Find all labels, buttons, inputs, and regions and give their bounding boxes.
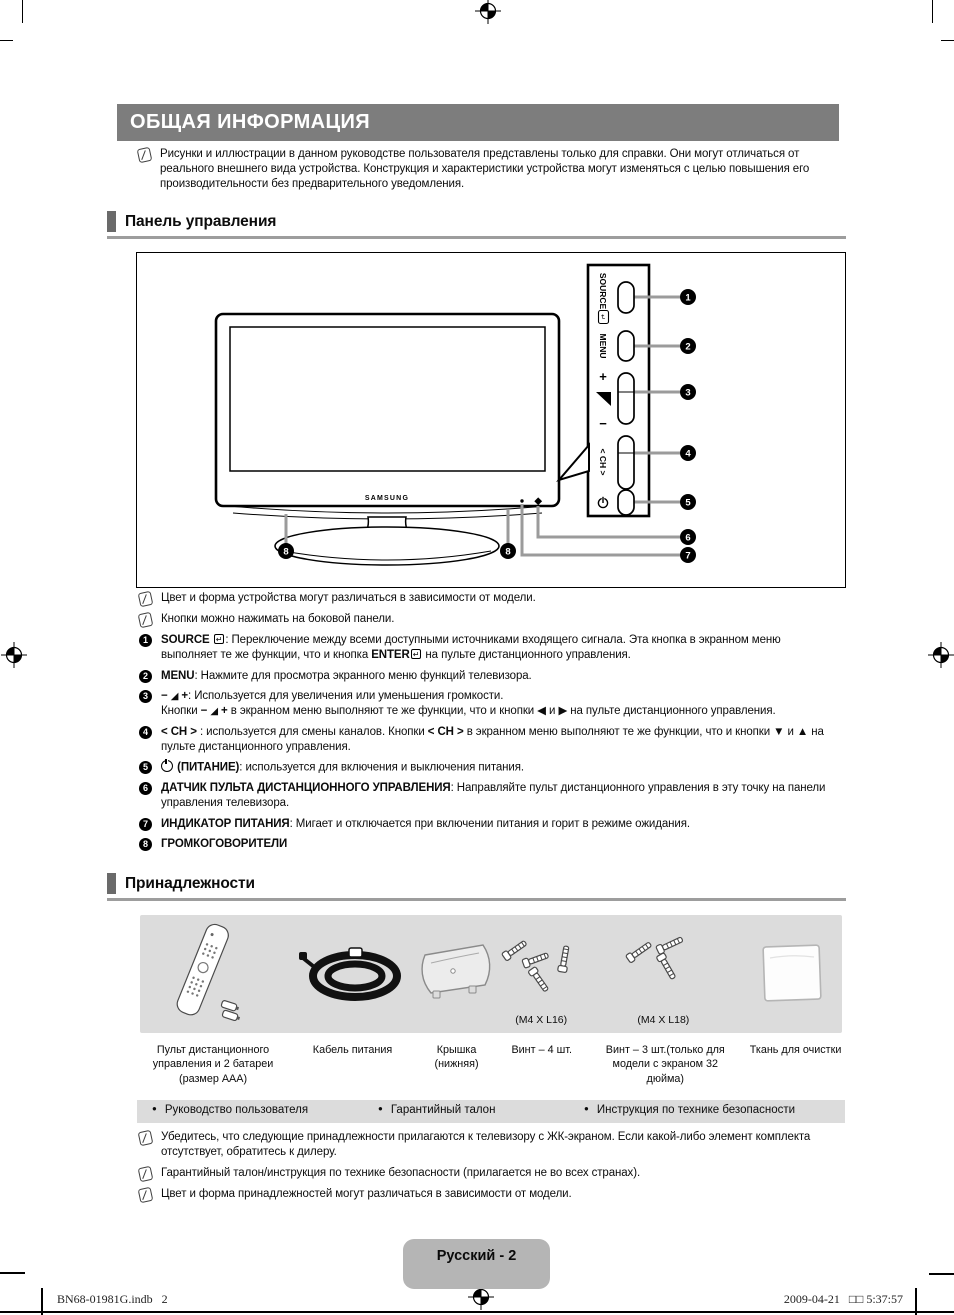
screws-3-image [621,928,705,998]
page-bottom-rule [0,1311,954,1313]
callout-number: 1 [139,634,152,647]
registration-mark-right [928,642,954,668]
callout-badge-1 [680,289,696,305]
callout-number: 8 [139,838,152,851]
note-row: Кнопки можно нажимать на боковой панели. [139,612,835,627]
channel-label: < CH > [598,448,608,476]
tv-stand-base [275,527,499,565]
list-item-menu: 2 MENU: Нажмите для просмотра экранного меню функций телевизора. [139,669,835,684]
callout-badge-5 [680,494,696,510]
list-item-speakers: 8 ГРОМКОГОВОРИТЕЛИ [139,837,835,852]
strip-pointer-tail [559,445,589,480]
registration-mark-left [1,642,27,668]
bullet-item: ● Гарантийный талон [378,1103,496,1116]
section-heading-accessories [107,873,846,901]
crop-mark [0,40,13,41]
list-item-indicator: 7 ИНДИКАТОР ПИТАНИЯ: Мигает и отключается при включении питания и горит в режиме ожидания. [139,817,835,832]
accessory-cover [416,915,498,1033]
chapter-title: ОБЩАЯ ИНФОРМАЦИЯ [130,111,371,133]
svg-text:2: 2 [685,341,691,353]
bullet-icon: ● [378,1104,383,1114]
control-panel-figure [136,252,846,588]
section-title: Панель управления [125,212,277,230]
power-button [618,490,634,515]
accessory-label: Винт – 3 шт.(только для модели с экраном 32 дюйма) [605,1044,725,1085]
volume-button [618,373,634,424]
callout-badge-3 [680,384,696,400]
cleaning-cloth-image [752,938,832,1010]
svg-text:4: 4 [685,448,691,460]
list-item-volume: 3 − ◢ +: Используется для увеличения или уменьшения громкости. Кнопки − ◢ + в экранном меню выполняют те же функции, что и кнопки ◀ и ▶ на пульте дистанционного управления. [139,689,835,719]
power-indicator-dot [520,499,523,502]
callout-badge-7 [680,547,696,563]
note-row: Гарантийный талон/инструкция по технике безопасности (прилагается не во всех странах). [139,1166,845,1181]
note-icon [137,147,153,163]
accessory-cloth [742,915,842,1033]
accessories-image-row [140,915,842,1033]
accessory-screws-4 [498,915,584,1033]
callout-badge-8-left [278,543,294,559]
section-heading-control-panel [107,211,846,239]
crop-mark [22,0,23,23]
list-item-channel: 4 < CH > : используется для смены каналов. Кнопки < CH > в экранном меню выполняют те же функции, что и кнопки ▼ и ▲ на пульте дистанционного управления. [139,725,835,755]
accessory-label: Крышка (нижняя) [434,1044,479,1071]
note-icon [138,1166,154,1182]
svg-text:7: 7 [685,550,691,562]
accessory-label: Пульт дистанционного управления и 2 батареи (размер ААА) [152,1044,274,1085]
tv-diagram [137,253,844,586]
menu-label: MENU [598,333,608,359]
accessories-table [136,915,846,1123]
source-label: SOURCE [598,272,608,310]
callout-number: 3 [139,690,152,703]
crop-mark [0,1272,25,1274]
note-row: Цвет и форма устройства могут различаться в зависимости от модели. [139,591,835,606]
list-item-source: 1 SOURCE ↵ : Переключение между всеми доступными источниками входящего сигнала. Эта кнопка в экранном меню выполняет те же функции, что и кнопка ENTER ↵ на пульте дистанционного управления. [139,633,835,663]
callout-number: 4 [139,726,152,739]
bullet-item: ● Руководство пользователя [152,1103,309,1116]
accessory-remote [140,915,292,1033]
bullet-item: ● Инструкция по технике безопасности [584,1103,796,1116]
accessory-label: Винт – 4 шт. [511,1044,573,1056]
control-panel-descriptions [139,591,835,858]
callout-number: 2 [139,670,152,683]
callout-badge-4 [680,445,696,461]
note-row: Цвет и форма принадлежностей могут различаться в зависимости от модели. [139,1187,845,1202]
accessory-label: Ткань для очистки [749,1044,842,1056]
screws-4-image [499,928,583,998]
note-icon [138,1130,154,1146]
source-button [618,282,634,313]
crop-mark [941,40,954,41]
note-icon [138,591,154,607]
volume-plus-label: + [599,369,607,384]
callout-badge-6 [680,529,696,545]
accessory-screws-3 [584,915,742,1033]
crop-mark [932,0,933,23]
callout-number: 6 [139,782,152,795]
batteries-image [218,1000,243,1022]
bullet-icon: ● [584,1104,589,1114]
volume-minus-label: − [599,416,607,431]
page-number-tab [403,1239,550,1289]
footer-file-info: BN68-01981G.indb 2 [57,1292,168,1306]
callout-badge-8-right [500,543,516,559]
remote-control-image [161,920,271,1028]
menu-button [618,331,634,361]
tv-brand-logo: SAMSUNG [364,495,410,502]
svg-text:5: 5 [685,497,691,509]
section-title: Принадлежности [125,874,255,892]
accessories-notes [139,1130,845,1208]
heading-block-icon [107,873,116,894]
svg-text:3: 3 [685,387,691,399]
list-item-power: 5 (ПИТАНИЕ): используется для включения и выключения питания. [139,760,835,776]
accessory-power-cable [292,915,416,1033]
screw-size-caption: (M4 X L16) [515,1014,568,1026]
svg-text:↵: ↵ [598,314,606,320]
accessory-label: Кабель питания [312,1044,393,1056]
note-icon [138,1187,154,1203]
tv-screen [230,327,545,471]
footer-timestamp: 2009-04-21 □□ 5:37:57 [783,1292,903,1306]
svg-text:6: 6 [685,532,691,544]
intro-note-text: Рисунки и иллюстрации в данном руководстве пользователя представлены только для справки. Они могут отличаться от реального внешнего вида устройства. Конструкция и характеристики устройства могут изменяться с целью повышения его производительности без предварительного уведомления. [160,148,810,190]
bottom-cover-image [417,941,497,1007]
accessories-bullet-row [137,1100,845,1123]
crop-mark [929,1273,954,1275]
screw-size-caption: (M4 X L18) [637,1014,690,1026]
bullet-icon: ● [152,1104,157,1114]
power-cable-image [299,934,409,1014]
intro-note [138,147,840,192]
chapter-title-bar [117,104,839,141]
note-icon [138,612,154,628]
note-row: Убедитесь, что следующие принадлежности прилагаются к телевизору с ЖК-экраном. Если какой-либо элемент комплекта отсутствует, обратитесь к дилеру. [139,1130,845,1160]
page-number-label: Русский - 2 [436,1248,517,1264]
svg-text:8: 8 [505,546,511,558]
callout-number: 5 [139,761,152,774]
list-item-sensor: 6 ДАТЧИК ПУЛЬТА ДИСТАНЦИОННОГО УПРАВЛЕНИЯ: Направляйте пульт дистанционного управления в эту точку на панели управления телевизора. [139,781,835,811]
heading-block-icon [107,211,116,232]
accessories-label-row [136,1033,846,1086]
registration-mark-top [475,0,501,24]
callout-badge-2 [680,338,696,354]
svg-text:1: 1 [685,292,691,304]
channel-button [618,436,634,489]
callout-number: 7 [139,818,152,831]
svg-text:8: 8 [283,546,289,558]
